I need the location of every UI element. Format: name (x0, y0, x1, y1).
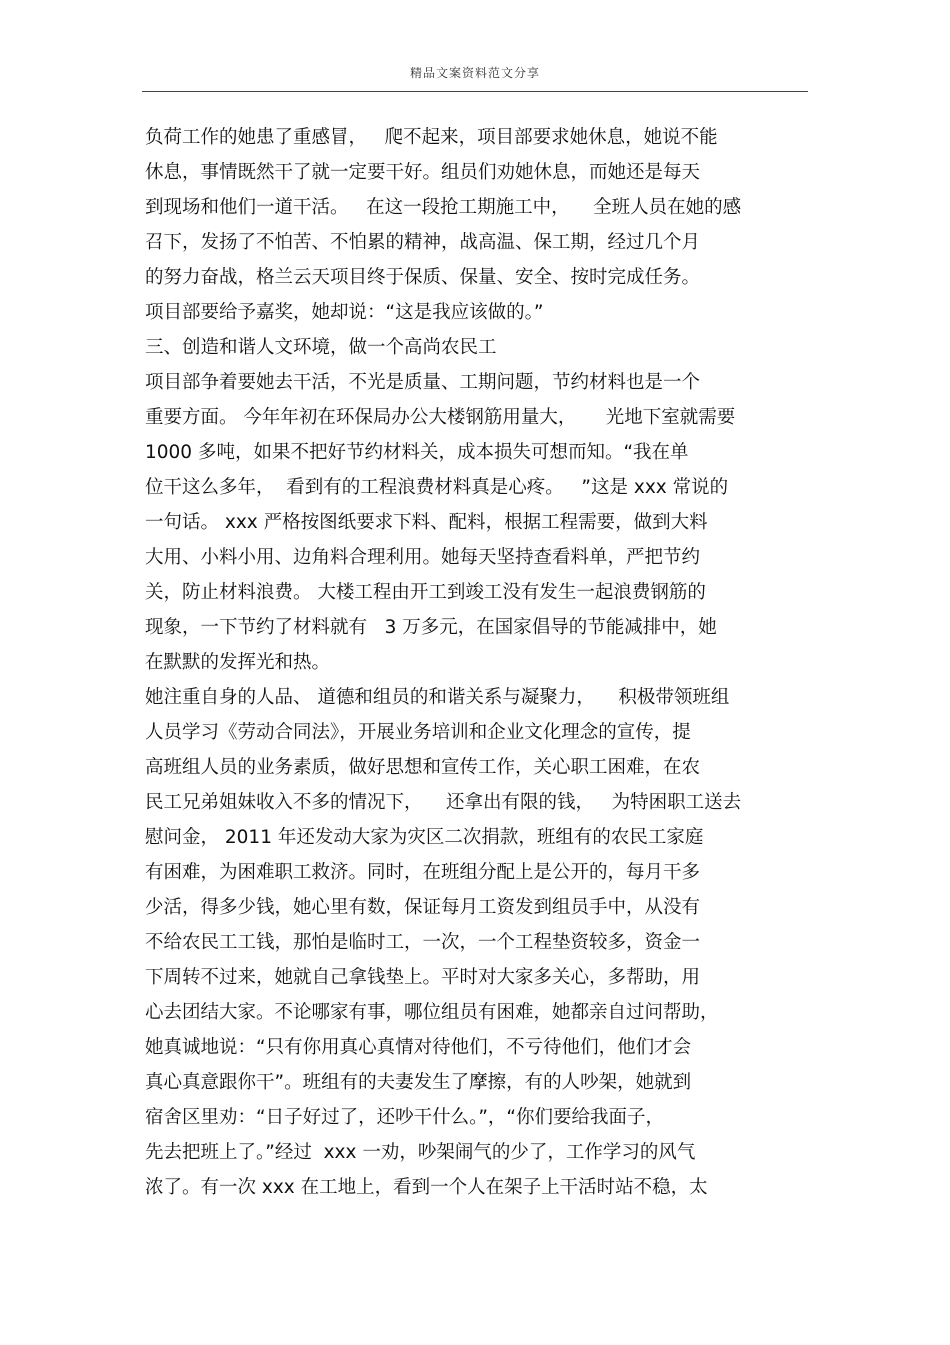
text-line: 负荷工作的她患了重感冒， 爬不起来，项目部要求她休息，她说不能 (145, 127, 718, 148)
text-line: 休息，事情既然干了就一定要干好。组员们劝她休息，而她还是每天 (145, 162, 701, 183)
text-line: 在默默的发挥光和热。 (145, 652, 331, 673)
text-line: 她真诚地说：“只有你用真心真情对待他们，不亏待他们，他们才会 (145, 1037, 692, 1058)
text-line: 少活，得多少钱，她心里有数，保证每月工资发到组员手中，从没有 (145, 897, 701, 918)
document-body (145, 120, 815, 1205)
text-line: 重要方面。 今年年初在环保局办公大楼钢筋用量大， 光地下室就需要 (145, 407, 736, 428)
text-line: 心去团结大家。不论哪家有事，哪位组员有困难，她都亲自过问帮助， (145, 1002, 719, 1023)
text-line: 人员学习《劳动合同法》，开展业务培训和企业文化理念的宣传，提 (145, 722, 691, 743)
text-line: 高班组人员的业务素质，做好思想和宣传工作，关心职工困难，在农 (145, 757, 701, 778)
page-header: 精品文案资料范文分享 (409, 66, 540, 80)
text-line: 项目部争着要她去干活，不光是质量、工期问题，节约材料也是一个 (145, 372, 701, 393)
text-line: 下周转不过来，她就自己拿钱垫上。平时对大家多关心，多帮助，用 (145, 967, 701, 988)
header-divider (142, 91, 808, 92)
text-line: 位干这么多年， 看到有的工程浪费材料真是心疼。 ”这是 xxx 常说的 (145, 477, 729, 498)
text-line: 民工兄弟姐妹收入不多的情况下， 还拿出有限的钱， 为特困职工送去 (145, 792, 742, 813)
text-line: 一句话。 xxx 严格按图纸要求下料、配料，根据工程需要，做到大料 (145, 512, 708, 533)
text-line: 有困难，为困难职工救济。同时，在班组分配上是公开的，每月干多 (145, 862, 701, 883)
text-line: 项目部要给予嘉奖，她却说：“这是我应该做的。” (145, 302, 544, 323)
text-line: 先去把班上了。”经过 xxx 一劝，吵架闹气的少了，工作学习的风气 (145, 1142, 696, 1163)
text-line: 大用、小料小用、边角料合理利用。她每天坚持查看料单，严把节约 (145, 547, 701, 568)
text-line: 不给农民工工钱，那怕是临时工，一次，一个工程垫资较多，资金一 (145, 932, 701, 953)
text-line: 浓了。有一次 xxx 在工地上，看到一个人在架子上干活时站不稳，太 (145, 1177, 708, 1198)
text-line: 现象，一下节约了材料就有 3 万多元，在国家倡导的节能减排中，她 (145, 617, 717, 638)
text-line: 1000 多吨，如果不把好节约材料关，成本损失可想而知。“我在单 (145, 442, 689, 463)
text-line: 到现场和他们一道干活。 在这一段抢工期施工中， 全班人员在她的感 (145, 197, 742, 218)
section-heading: 三、创造和谐人文环境，做一个高尚农民工 (145, 337, 497, 358)
text-line: 慰问金， 2011 年还发动大家为灾区二次捐款，班组有的农民工家庭 (145, 827, 704, 848)
text-line: 的努力奋战，格兰云天项目终于保质、保量、安全、按时完成任务。 (145, 267, 701, 288)
text-line: 召下，发扬了不怕苦、不怕累的精神，战高温、保工期，经过几个月 (145, 232, 701, 253)
text-line: 关，防止材料浪费。 大楼工程由开工到竣工没有发生一起浪费钢筋的 (145, 582, 706, 603)
text-line: 宿舍区里劝：“日子好过了，还吵干什么。”，“你们要给我面子， (145, 1107, 665, 1128)
text-line: 她注重自身的人品、 道德和组员的和谐关系与凝聚力， 积极带领班组 (145, 687, 730, 708)
text-line: 真心真意跟你干”。班组有的夫妻发生了摩擦，有的人吵架，她就到 (145, 1072, 692, 1093)
